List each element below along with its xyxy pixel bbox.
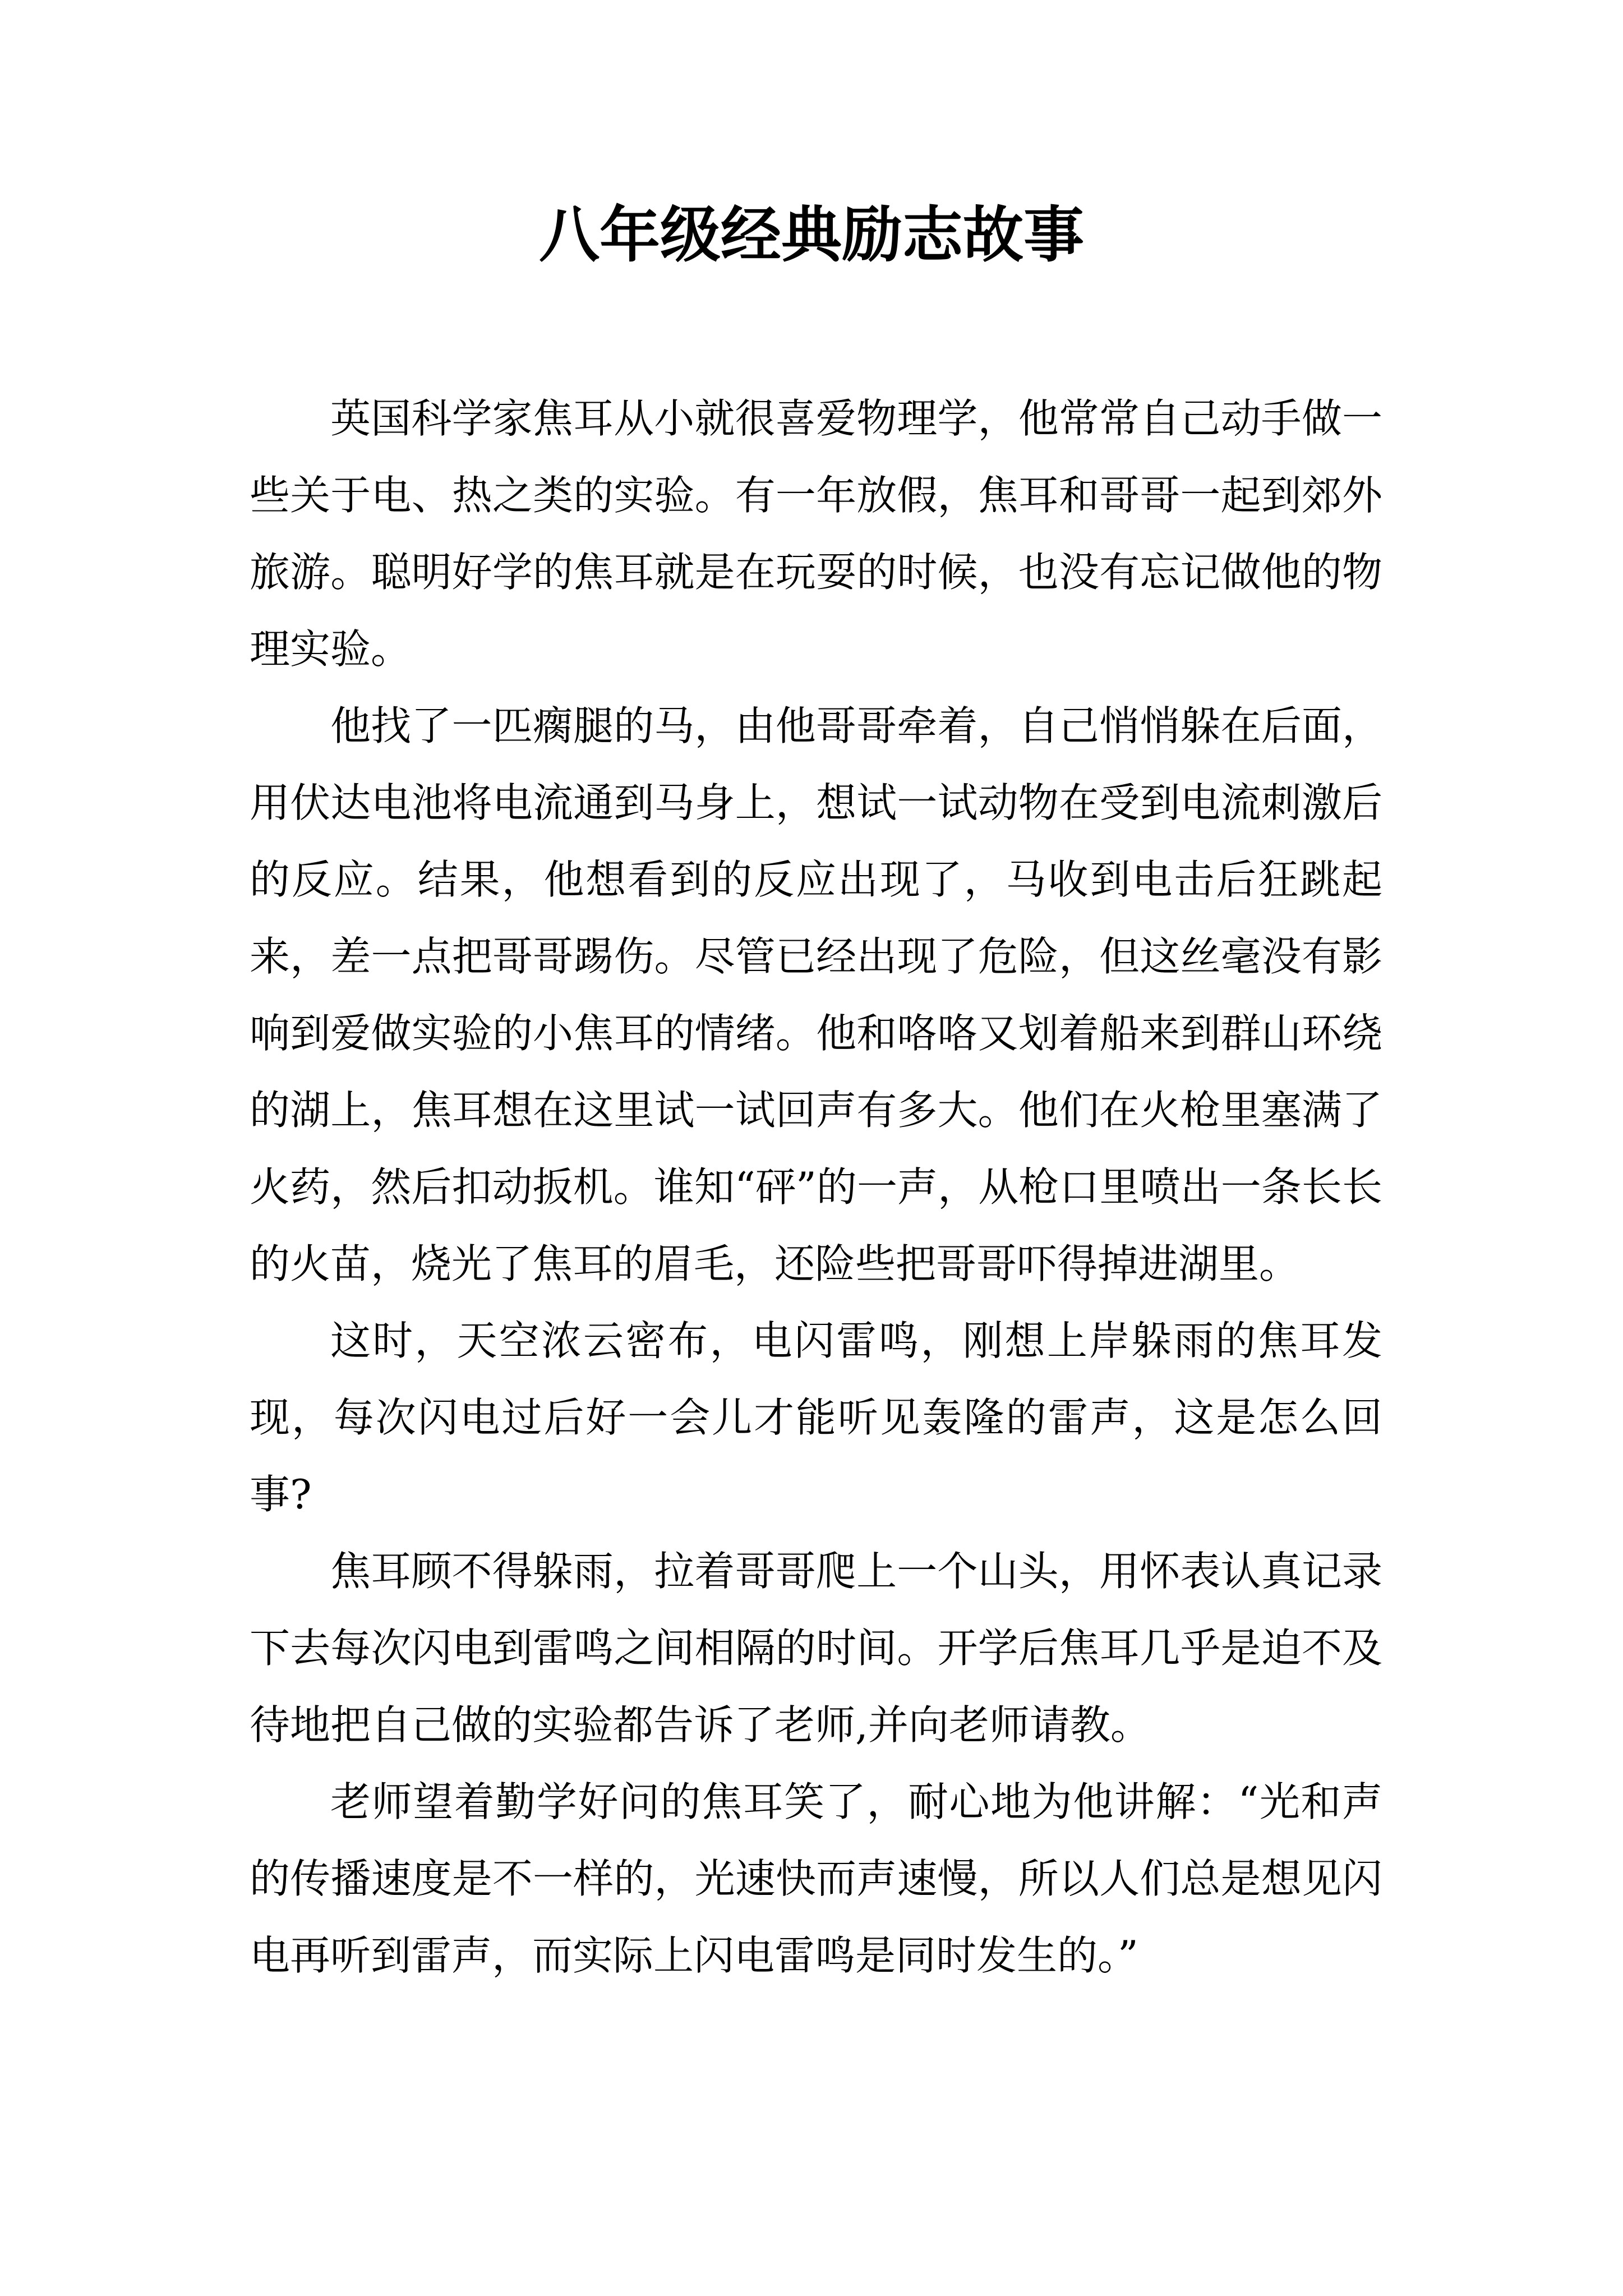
document-body [250,380,1382,1994]
paragraph-1: 英国科学家焦耳从小就很喜爱物理学，他常常自己动手做一些关于电、热之类的实验。有一年放假，焦耳和哥哥一起到郊外旅游。聪明好学的焦耳就是在玩耍的时候，也没有忘记做他的物理实验。 [250,395,1382,673]
document-title: 八年级经典励志故事 [538,200,1084,270]
paragraph-5: 老师望着勤学好问的焦耳笑了，耐心地为他讲解：“光和声的传播速度是不一样的，光速快而声速慢，所以人们总是想见闪电再听到雷声，而实际上闪电雷鸣是同时发生的。” [250,1778,1382,1979]
paragraph-4: 焦耳顾不得躲雨，拉着哥哥爬上一个山头，用怀表认真记录下去每次闪电到雷鸣之间相隔的时间。开学后焦耳几乎是迫不及待地把自己做的实验都告诉了老师,并向老师请教。 [250,1548,1382,1749]
paragraph-2: 他找了一匹瘸腿的马，由他哥哥牵着，自己悄悄躲在后面，用伏达电池将电流通到马身上，想试一试动物在受到电流刺激后的反应。结果，他想看到的反应出现了，马收到电击后狂跳起来，差一点把哥哥踢伤。尽管已经出现了危险，但这丝毫没有影响到爱做实验的小焦耳的情绪。他和咯咯又划着船来到群山环绕的湖上，焦耳想在这里试一试回声有多大。他们在火枪里塞满了火药，然后扣动扳机。谁知“砰”的一声，从枪口里喷出一条长长的火苗，烧光了焦耳的眉毛，还险些把哥哥吓得掉进湖里。 [250,702,1382,1287]
paragraph-3: 这时，天空浓云密布，电闪雷鸣，刚想上岸躲雨的焦耳发现，每次闪电过后好一会儿才能听见轰隆的雷声，这是怎么回事? [250,1317,1382,1518]
